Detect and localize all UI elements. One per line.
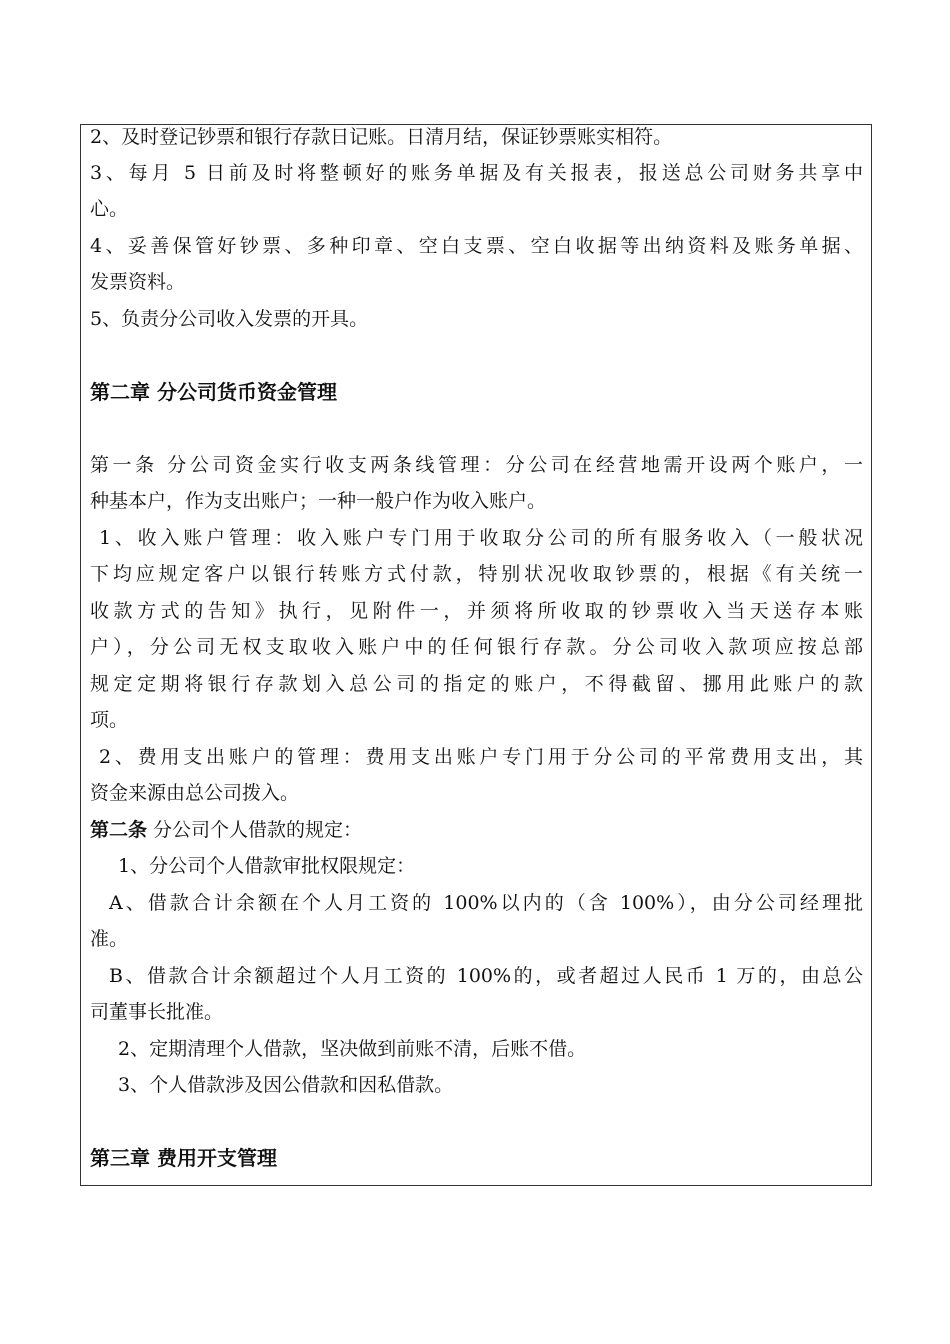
chapter-3-heading: 第三章 费用开支管理 — [90, 1146, 277, 1170]
income-account-line-2: 下均应规定客户以银行转账方式付款，特别状况收取钞票的，根据《有关统一 — [90, 563, 863, 585]
income-account-line-4: 户），分公司无权支取收入账户中的任何银行存款。分公司收入款项应按总部 — [90, 636, 863, 658]
income-account-line-1: 1、收入账户管理：收入账户专门用于收取分公司的所有服务收入（一般状况 — [99, 527, 863, 549]
expense-account-line-2: 资金来源由总公司拨入。 — [90, 782, 300, 804]
duty-item-4-line-1: 4、妥善保管好钞票、多种印章、空白支票、空白收据等出纳资料及账务单据、 — [90, 235, 863, 257]
duty-item-3-line-2: 心。 — [90, 198, 129, 220]
article-2-lead: 第二条 — [90, 819, 148, 841]
document-frame — [80, 124, 872, 1186]
duty-item-3-line-1: 3、每月 5 日前及时将整顿好的账务单据及有关报表，报送总公司财务共享中 — [90, 162, 863, 184]
article-1-line-1: 第一条 分公司资金实行收支两条线管理：分公司在经营地需开设两个账户，一 — [90, 454, 863, 476]
loan-item-a-line-2: 准。 — [90, 928, 129, 950]
loan-item-b-line-2: 司董事长批准。 — [90, 1001, 224, 1023]
loan-item-3: 3、个人借款涉及因公借款和因私借款。 — [118, 1074, 454, 1096]
loan-item-1: 1、分公司个人借款审批权限规定： — [118, 855, 416, 877]
article-2-line — [90, 818, 863, 842]
duty-item-5: 5、负责分公司收入发票的开具。 — [90, 308, 369, 330]
article-2-text: 分公司个人借款的规定： — [147, 819, 363, 841]
loan-item-2: 2、定期清理个人借款，坚决做到前账不清，后账不借。 — [118, 1038, 587, 1060]
loan-item-b-line-1: B、借款合计余额超过个人月工资的 100%的，或者超过人民币 1 万的，由总公 — [109, 965, 863, 987]
expense-account-line-1: 2、费用支出账户的管理：费用支出账户专门用于分公司的平常费用支出，其 — [99, 746, 863, 768]
article-1-line-2: 种基本户，作为支出账户；一种一般户作为收入账户。 — [90, 490, 547, 512]
income-account-line-5: 规定定期将银行存款划入总公司的指定的账户，不得截留、挪用此账户的款 — [90, 673, 863, 695]
chapter-2-heading: 第二章 分公司货币资金管理 — [90, 380, 337, 404]
loan-item-a-line-1: A、借款合计余额在个人月工资的 100%以内的（含 100%），由分公司经理批 — [109, 892, 863, 914]
income-account-line-6: 项。 — [90, 709, 129, 731]
duty-item-2: 2、及时登记钞票和银行存款日记账。日清月结，保证钞票账实相符。 — [90, 126, 673, 148]
duty-item-4-line-2: 发票资料。 — [90, 271, 186, 293]
income-account-line-3: 收款方式的告知》执行，见附件一，并须将所收取的钞票收入当天送存本账 — [90, 600, 863, 622]
